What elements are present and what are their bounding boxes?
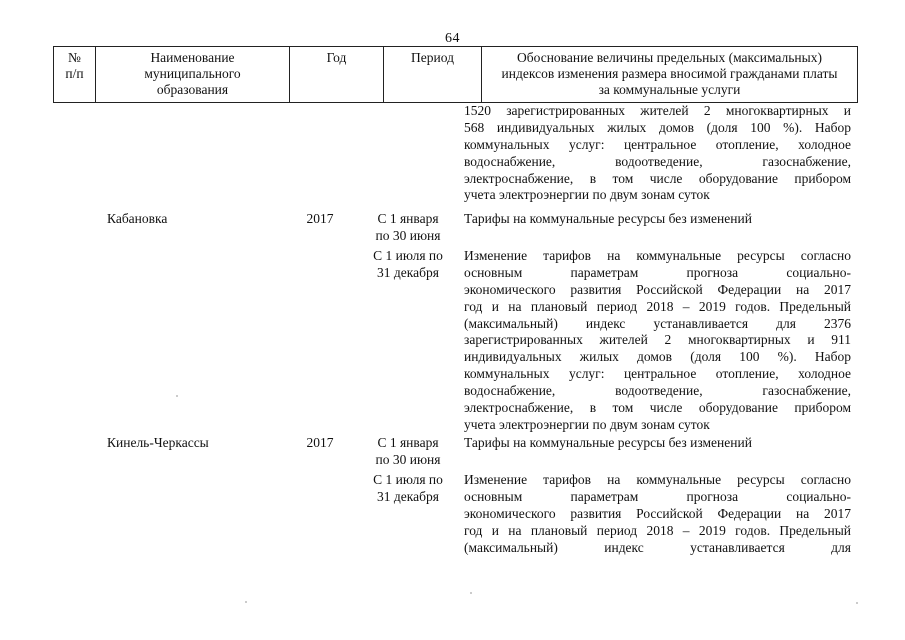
- header-year: [290, 47, 384, 102]
- period-first-half: [362, 211, 454, 245]
- period-line: С 1 июля по: [373, 472, 443, 487]
- header-justification-text: Обоснование величины предельных (максимальных) индексов изменения размера вносимой гражданами платы за коммунальные услуги: [501, 50, 838, 97]
- header-period: [384, 47, 482, 102]
- text-line: электроснабжение, в том числе оборудование прибором: [464, 400, 851, 416]
- text-line: Изменение тарифов на коммунальные ресурсы согласно: [464, 472, 851, 487]
- text-line: основным параметрам прогноза социально-: [464, 264, 851, 280]
- header-period-text: Период: [411, 50, 454, 65]
- text-line: водоснабжение, водоотведение, газоснабжение,: [464, 153, 851, 169]
- period-first-half: [362, 435, 454, 469]
- period-line: С 1 января: [377, 435, 439, 450]
- period-line: по 30 июня: [375, 451, 441, 467]
- header-number: [54, 47, 96, 102]
- header-year-text: Год: [326, 50, 347, 65]
- text-line: 1520 зарегистрированных жителей 2 многоквартирных и: [464, 103, 851, 118]
- header-justification: [482, 47, 857, 102]
- text-line: Изменение тарифов на коммунальные ресурсы согласно: [464, 248, 851, 263]
- period-line: С 1 июля по: [373, 248, 443, 263]
- tariff-no-change: Тарифы на коммунальные ресурсы без изменений: [464, 435, 752, 450]
- text-line: (максимальный) индекс устанавливается для: [464, 539, 851, 555]
- period-line: С 1 января: [377, 211, 439, 226]
- period-line: 31 декабря: [377, 488, 439, 504]
- text-line: водоснабжение, водоотведение, газоснабжение,: [464, 383, 851, 399]
- text-line: учета электроэнергии по двум зонам суток: [464, 187, 710, 203]
- text-line: экономического развития Российской Федерации на 2017: [464, 281, 851, 297]
- scan-speck: [245, 601, 247, 603]
- text-line: зарегистрированных жителей 2 многоквартирных и 911: [464, 332, 851, 348]
- page-number: 64: [445, 31, 460, 46]
- header-number-text: № п/п: [65, 50, 84, 81]
- text-line: 568 индивидуальных жилых домов (доля 100 %). Набор: [464, 119, 851, 135]
- text-line: учета электроэнергии по двум зонам суток: [464, 416, 710, 432]
- text-line: коммунальных услуг: центральное отопление, холодное: [464, 366, 851, 382]
- period-second-half: [362, 472, 454, 506]
- text-line: год и на плановый период 2018 – 2019 годов. Предельный: [464, 522, 851, 538]
- row-year: 2017: [306, 435, 334, 450]
- text-line: год и на плановый период 2018 – 2019 годов. Предельный: [464, 298, 851, 314]
- text-line: (максимальный) индекс устанавливается для 2376: [464, 315, 851, 331]
- tariff-change-text: [464, 248, 851, 434]
- row-year: 2017: [306, 211, 334, 226]
- period-line: 31 декабря: [377, 264, 439, 280]
- period-second-half: [362, 248, 454, 282]
- header-municipality: [96, 47, 290, 102]
- text-line: электроснабжение, в том числе оборудование прибором: [464, 170, 851, 186]
- continuation-text: [464, 103, 851, 204]
- tariff-change-text: [464, 472, 851, 556]
- table-header: [53, 46, 858, 103]
- scan-speck: [856, 602, 858, 604]
- municipality-name: Кабановка: [107, 211, 168, 226]
- scan-speck: [176, 395, 178, 397]
- tariff-no-change: Тарифы на коммунальные ресурсы без изменений: [464, 211, 752, 226]
- scan-speck: [470, 592, 472, 594]
- municipality-name: Кинель-Черкассы: [107, 435, 209, 450]
- text-line: индивидуальных жилых домов (доля 100 %). Набор: [464, 349, 851, 365]
- header-municipality-text: Наименование муниципального образования: [144, 50, 241, 97]
- period-line: по 30 июня: [375, 227, 441, 243]
- text-line: основным параметрам прогноза социально-: [464, 488, 851, 504]
- text-line: коммунальных услуг: центральное отопление, холодное: [464, 136, 851, 152]
- text-line: экономического развития Российской Федерации на 2017: [464, 505, 851, 521]
